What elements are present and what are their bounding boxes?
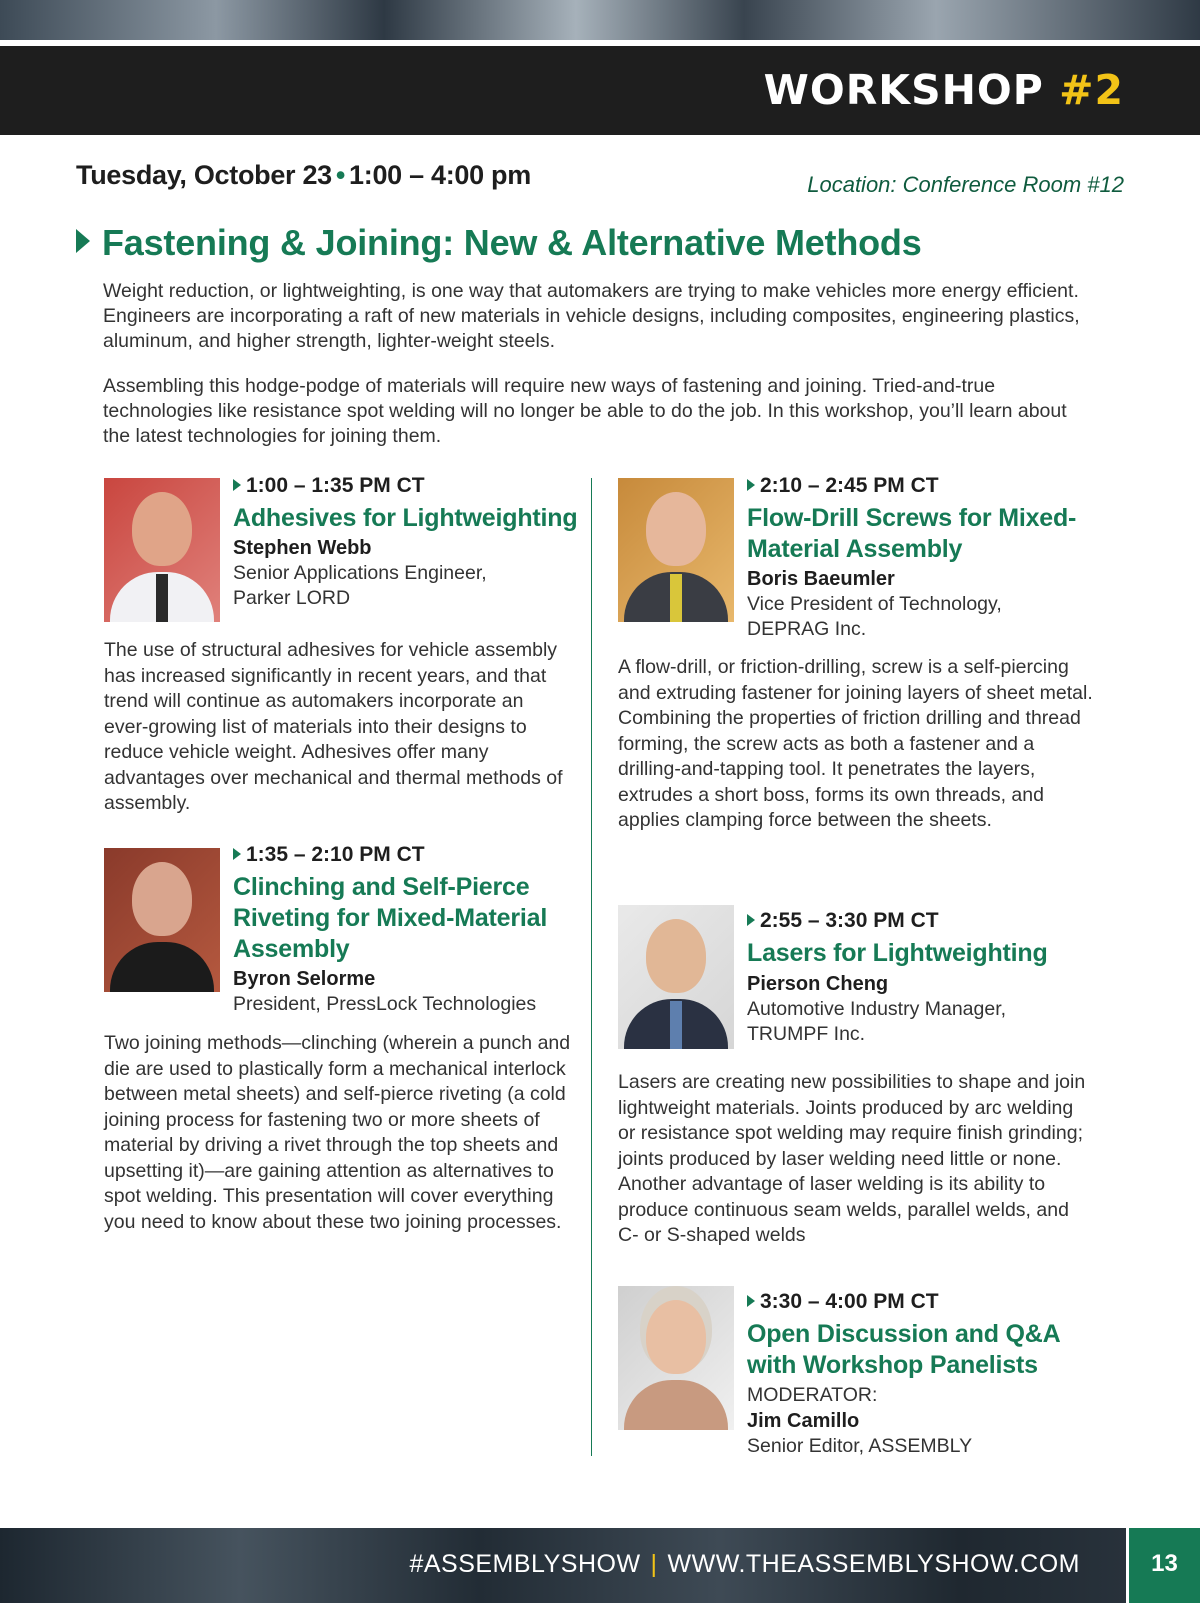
speaker-role: Senior Editor, ASSEMBLY xyxy=(747,1435,973,1457)
intro-paragraph-2: Assembling this hodge-podge of materials will require new ways of fastening and joining. Tried-and-true technologies like resistance spot welding will no longer be able to do the job. In this workshop, you’ll learn about the latest technologies for joining them. xyxy=(103,375,1067,447)
triangle-bullet-icon xyxy=(747,1295,755,1307)
schedule-time: 1:00 – 4:00 pm xyxy=(349,160,531,190)
location-label: Location: Conference Room #12 xyxy=(807,172,1124,197)
session-time: 1:35 – 2:10 PM CT xyxy=(233,843,425,867)
triangle-bullet-icon xyxy=(747,914,755,926)
main-title-text: Fastening & Joining: New & Alternative Methods xyxy=(102,222,922,263)
header-photo-strip xyxy=(0,0,1200,40)
footer-hashtag[interactable]: #ASSEMBLYSHOW xyxy=(409,1550,641,1578)
session-description: The use of structural adhesives for vehicle assembly has increased significantly in recent years, and that trend will continue as automakers incorporate an ever-growing list of materials into their designs to reduce vehicle weight. Adhesives offer many advantages over mechanical and thermal methods of assembly. xyxy=(104,639,563,814)
speaker-name: Pierson Cheng xyxy=(747,973,889,995)
workshop-title xyxy=(764,66,1124,114)
session-title: Adhesives for Lightweighting xyxy=(233,504,578,532)
speaker-role: Senior Applications Engineer, Parker LORD xyxy=(233,562,487,609)
speaker-name: Byron Selorme xyxy=(233,968,376,990)
triangle-bullet-icon xyxy=(233,479,241,491)
session-title: Clinching and Self-Pierce Riveting for Mixed-Material Assembly xyxy=(233,873,548,963)
session-time: 2:55 – 3:30 PM CT xyxy=(747,909,939,933)
page-footer xyxy=(0,1528,1200,1603)
triangle-bullet-icon xyxy=(76,229,90,253)
session-title: Open Discussion and Q&A with Workshop Panelists xyxy=(747,1320,1060,1379)
footer-website-link[interactable]: WWW.THEASSEMBLYSHOW.COM xyxy=(667,1550,1080,1578)
workshop-label: WORKSHOP xyxy=(763,66,1044,114)
workshop-number: #2 xyxy=(1059,66,1124,114)
schedule-date-time xyxy=(76,160,531,191)
schedule-separator: • xyxy=(335,160,346,190)
session-time: 1:00 – 1:35 PM CT xyxy=(233,474,425,498)
session-description: Two joining methods—clinching (wherein a punch and die are used to plastically form a mechanical interlock between metal sheets) and self-pierce riveting (a cold joining process for fastening two or more sheets of material by driving a rivet through the top sheets and upsetting it)—are gaining attention as alternatives to spot welding. This presentation will cover everything you need to know about these two joining processes. xyxy=(104,1032,571,1233)
speaker-role: Automotive Industry Manager, TRUMPF Inc. xyxy=(747,998,1007,1045)
speaker-name: Boris Baeumler xyxy=(747,568,895,590)
page-number-box xyxy=(1126,1528,1200,1603)
schedule-date: Tuesday, October 23 xyxy=(76,160,332,190)
workshop-main-title xyxy=(76,222,922,264)
speaker-name: Jim Camillo xyxy=(747,1410,860,1432)
intro-paragraph-1: Weight reduction, or lightweighting, is one way that automakers are trying to make vehicles more energy efficient. Engineers are incorporating a raft of new materials in vehicle designs, including composites, engineering plastics, aluminum, and higher strength, lighter-weight steels. xyxy=(103,280,1080,352)
speaker-photo-pierson-cheng xyxy=(618,905,734,1049)
workshop-banner xyxy=(0,46,1200,135)
footer-links xyxy=(409,1550,1080,1579)
speaker-name: Stephen Webb xyxy=(233,537,372,559)
moderator-label: MODERATOR: xyxy=(747,1384,878,1406)
session-title: Lasers for Lightweighting xyxy=(747,939,1048,967)
session-description: A flow-drill, or friction-drilling, screw is a self-piercing and extruding fastener for joining layers of sheet metal. Combining the properties of friction drilling and thread forming, the screw acts as both a fastener and a drilling-and-tapping tool. It penetrates the layers, extrudes a short boss, forms its own threads, and applies clamping force between the sheets. xyxy=(618,656,1093,831)
speaker-role: Vice President of Technology, DEPRAG Inc. xyxy=(747,593,1002,640)
triangle-bullet-icon xyxy=(747,479,755,491)
session-description: Lasers are creating new possibilities to shape and join lightweight materials. Joints produced by arc welding or resistance spot welding may require finish grinding; joints produced by laser welding need little or none. Another advantage of laser welding is its ability to produce continuous seam welds, parallel welds, and C- or S-shaped welds xyxy=(618,1071,1086,1246)
session-time: 2:10 – 2:45 PM CT xyxy=(747,474,939,498)
speaker-photo-stephen-webb xyxy=(104,478,220,622)
session-time: 3:30 – 4:00 PM CT xyxy=(747,1290,939,1314)
triangle-bullet-icon xyxy=(233,848,241,860)
column-divider xyxy=(591,478,592,1456)
footer-separator: | xyxy=(650,1550,658,1578)
speaker-role: President, PressLock Technologies xyxy=(233,993,537,1015)
session-title: Flow-Drill Screws for Mixed-Material Assembly xyxy=(747,504,1077,563)
moderator-photo-jim-camillo xyxy=(618,1286,734,1430)
speaker-photo-boris-baeumler xyxy=(618,478,734,622)
page-number: 13 xyxy=(1151,1550,1178,1577)
speaker-photo-byron-selorme xyxy=(104,848,220,992)
